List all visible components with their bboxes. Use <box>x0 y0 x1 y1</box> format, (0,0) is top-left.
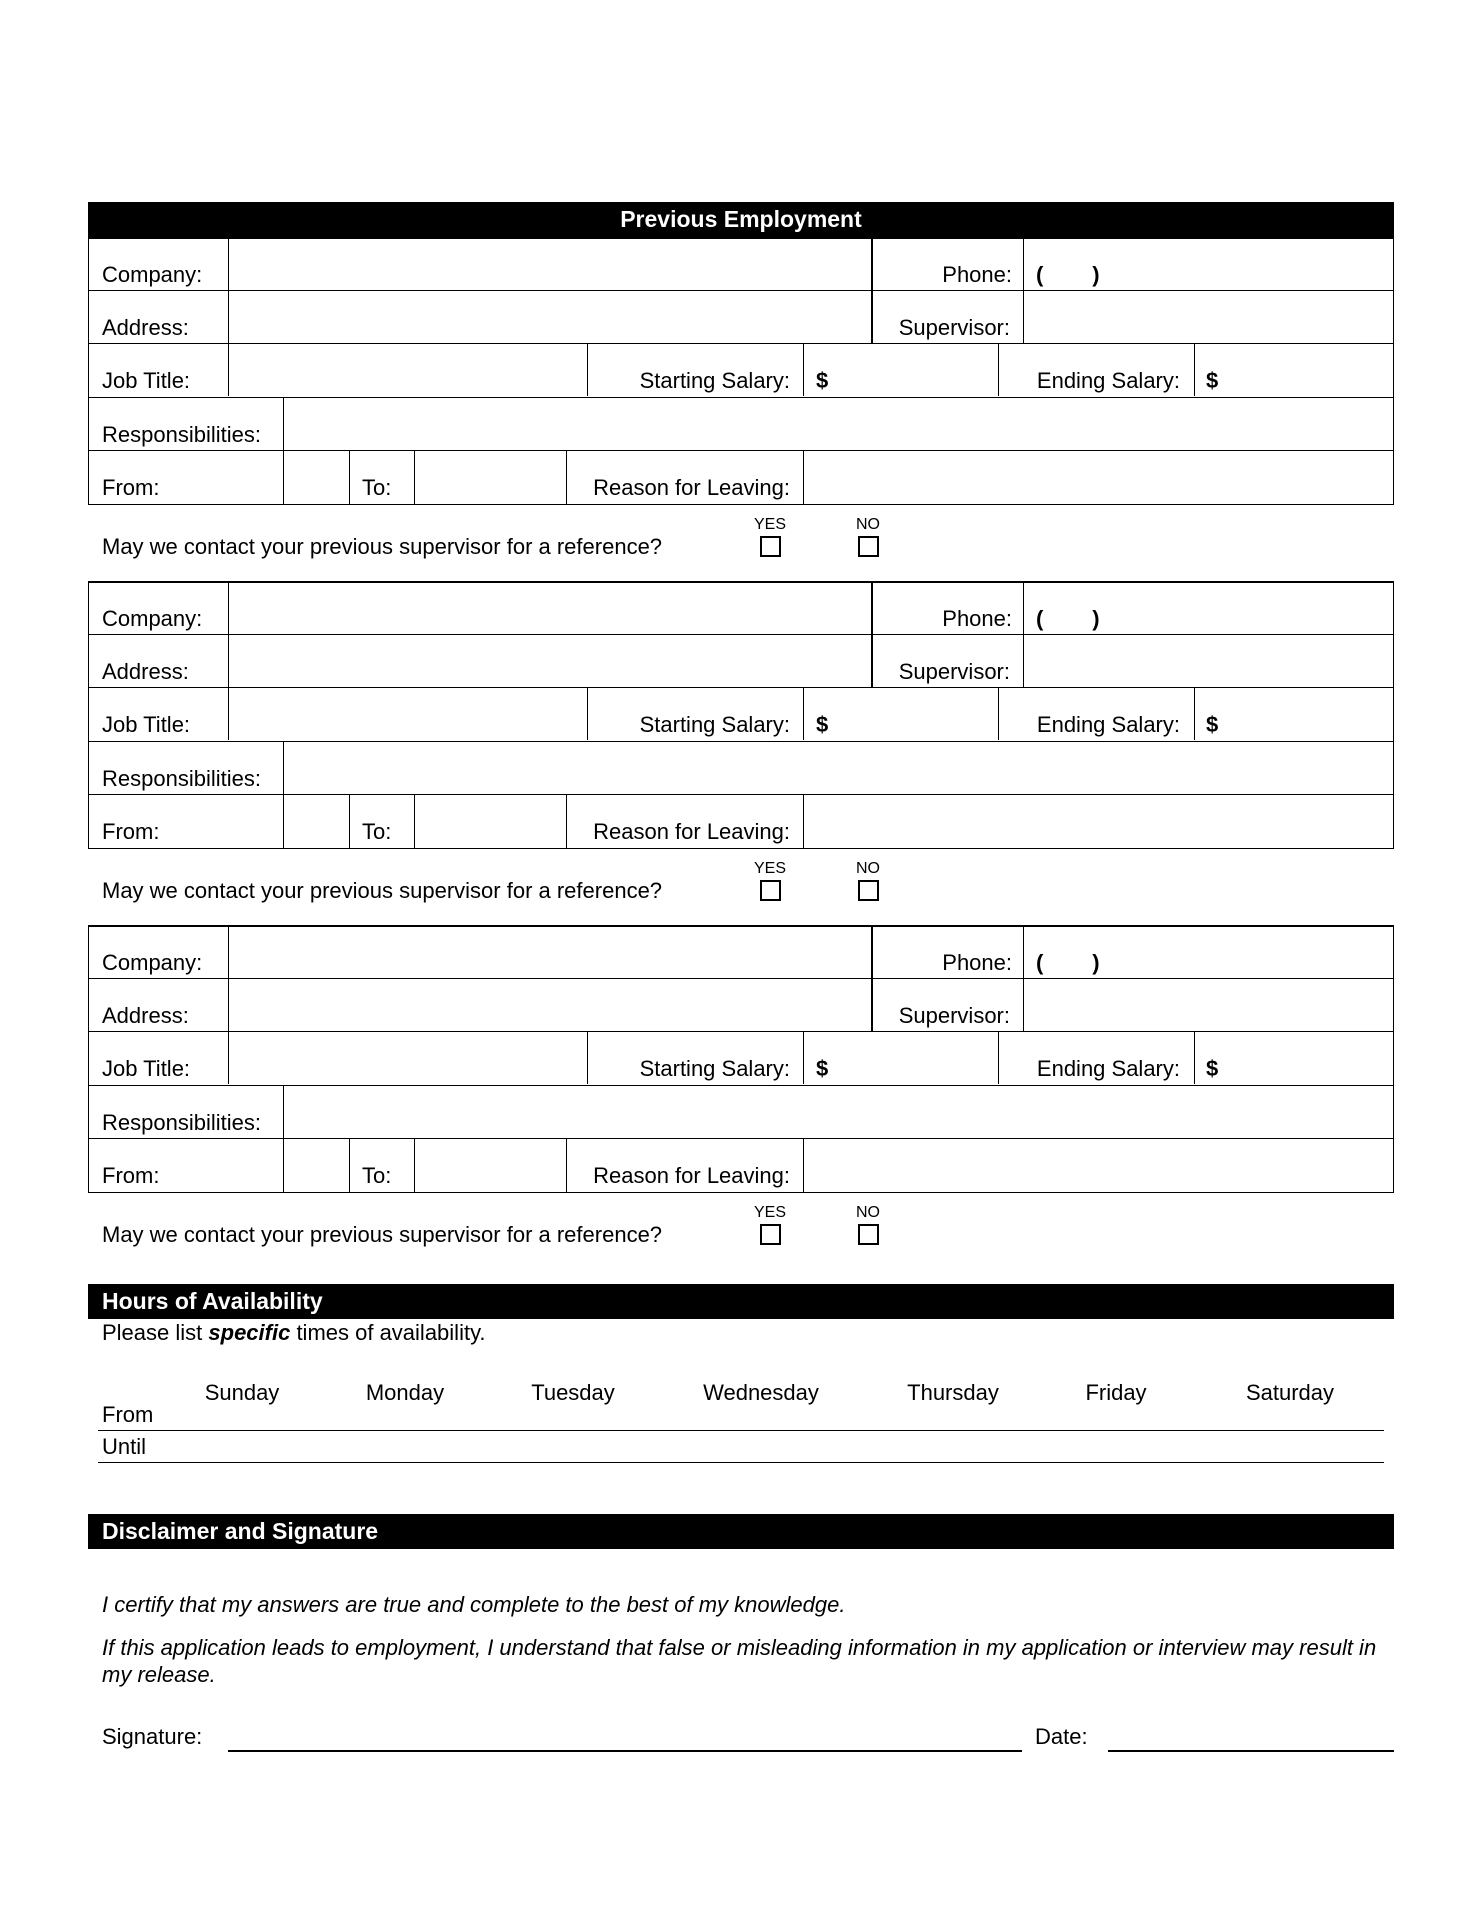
emp1-divider <box>566 450 567 504</box>
emp2-divider <box>228 687 229 740</box>
availability-from-line[interactable] <box>98 1430 1384 1431</box>
emp1-ending-salary-label: Ending Salary: <box>1036 368 1180 393</box>
emp3-divider <box>349 1138 350 1192</box>
emp3-responsibilities-label: Responsibilities: <box>102 1110 261 1135</box>
emp3-supervisor-field[interactable] <box>1025 980 1391 1030</box>
emp3-left-border <box>88 925 89 1192</box>
emp2-no-checkbox[interactable] <box>858 880 879 901</box>
emp2-job-title-label: Job Title: <box>102 712 191 737</box>
emp1-divider <box>414 450 415 504</box>
emp1-supervisor-field[interactable] <box>1025 292 1391 342</box>
emp3-no-label: NO <box>856 1204 880 1221</box>
date-label: Date: <box>1035 1724 1088 1749</box>
emp1-ending-salary-field[interactable]: $ <box>1206 368 1219 393</box>
emp3-responsibilities-field[interactable] <box>285 1087 1391 1137</box>
emp1-divider <box>228 343 229 396</box>
emp3-divider <box>228 925 229 1031</box>
hours-availability-header: Hours of Availability <box>88 1284 1394 1319</box>
emp1-row-line <box>88 290 1394 291</box>
emp3-to-label: To: <box>362 1163 392 1188</box>
emp1-company-label: Company: <box>102 262 203 287</box>
emp1-phone-field[interactable]: ( ) <box>1036 262 1100 287</box>
emp1-from-field[interactable] <box>285 452 348 502</box>
emp3-address-label: Address: <box>102 1003 189 1028</box>
emp3-ending-salary-label: Ending Salary: <box>1036 1056 1180 1081</box>
emp2-divider <box>1194 687 1195 740</box>
emp2-divider <box>566 794 567 848</box>
emp1-contact-question: May we contact your previous supervisor for a reference? <box>102 534 663 559</box>
emp2-phone-field[interactable]: ( ) <box>1036 606 1100 631</box>
emp3-divider <box>228 1031 229 1084</box>
emp3-divider <box>1023 925 1024 1031</box>
emp3-row-line <box>88 1031 1394 1032</box>
emp3-company-label: Company: <box>102 950 203 975</box>
day-wednesday: Wednesday <box>703 1380 819 1405</box>
day-thursday: Thursday <box>907 1380 999 1405</box>
emp1-divider <box>1023 237 1024 343</box>
emp2-responsibilities-label: Responsibilities: <box>102 766 261 791</box>
emp1-yes-label: YES <box>754 516 787 533</box>
emp2-divider <box>414 794 415 848</box>
emp3-phone-field[interactable]: ( ) <box>1036 950 1100 975</box>
emp1-divider <box>228 237 229 343</box>
emp3-row-line <box>88 1192 1394 1193</box>
emp2-divider <box>803 794 804 848</box>
emp1-divider <box>349 450 350 504</box>
emp2-row-line <box>88 634 1394 635</box>
emp2-divider <box>998 687 999 740</box>
emp1-divider <box>283 397 284 504</box>
emp3-reason-label: Reason for Leaving: <box>593 1163 790 1188</box>
emp1-right-border <box>1393 237 1394 504</box>
emp2-starting-salary-label: Starting Salary: <box>639 712 790 737</box>
emp2-address-field[interactable] <box>230 636 870 686</box>
emp3-yes-label: YES <box>754 1204 787 1221</box>
emp3-from-field[interactable] <box>285 1140 348 1190</box>
emp2-row-line <box>88 687 1394 688</box>
emp3-supervisor-label: Supervisor: <box>898 1003 1010 1028</box>
emp2-to-field[interactable] <box>416 796 565 846</box>
emp2-supervisor-field[interactable] <box>1025 636 1391 686</box>
emp2-company-label: Company: <box>102 606 203 631</box>
emp3-divider <box>998 1031 999 1084</box>
emp3-contact-question: May we contact your previous supervisor for a reference? <box>102 1222 663 1247</box>
disclaimer-line-1: I certify that my answers are true and complete to the best of my knowledge. <box>102 1592 846 1617</box>
emp1-no-checkbox[interactable] <box>858 536 879 557</box>
emp3-divider <box>283 1085 284 1192</box>
disclaimer-line-2: If this application leads to employment, I understand that false or misleading information in my application or interview may result in my release. <box>102 1635 1377 1687</box>
emp3-to-field[interactable] <box>416 1140 565 1190</box>
emp1-to-field[interactable] <box>416 452 565 502</box>
emp3-ending-salary-field[interactable]: $ <box>1206 1056 1219 1081</box>
signature-line[interactable] <box>228 1750 1022 1752</box>
emp1-starting-salary-field[interactable]: $ <box>816 368 829 393</box>
emp3-divider <box>803 1138 804 1192</box>
emp2-address-label: Address: <box>102 659 189 684</box>
emp3-from-label: From: <box>102 1163 160 1188</box>
emp1-divider <box>803 343 804 396</box>
emp3-divider <box>871 925 873 1031</box>
emp1-divider <box>587 343 588 396</box>
emp1-row-line <box>88 504 1394 505</box>
emp1-address-field[interactable] <box>230 292 870 342</box>
emp2-company-field[interactable] <box>230 583 870 633</box>
emp3-job-title-label: Job Title: <box>102 1056 191 1081</box>
emp1-reason-label: Reason for Leaving: <box>593 475 790 500</box>
emp2-ending-salary-label: Ending Salary: <box>1036 712 1180 737</box>
day-sunday: Sunday <box>204 1380 280 1405</box>
emp2-left-border <box>88 581 89 848</box>
previous-employment-header: Previous Employment <box>88 202 1394 237</box>
emp2-from-label: From: <box>102 819 160 844</box>
day-tuesday: Tuesday <box>531 1380 615 1405</box>
emp2-supervisor-label: Supervisor: <box>898 659 1010 684</box>
emp3-divider <box>587 1031 588 1084</box>
availability-until-label: Until <box>102 1434 147 1459</box>
emp3-job-title-field[interactable] <box>230 1033 586 1083</box>
emp3-right-border <box>1393 925 1394 1192</box>
emp3-divider <box>414 1138 415 1192</box>
emp2-from-field[interactable] <box>285 796 348 846</box>
emp1-no-label: NO <box>856 516 880 533</box>
emp2-starting-salary-field[interactable]: $ <box>816 712 829 737</box>
emp2-row-line <box>88 848 1394 849</box>
emp2-divider <box>803 687 804 740</box>
availability-until-line[interactable] <box>98 1462 1384 1463</box>
emp1-divider <box>803 450 804 504</box>
emp3-no-checkbox[interactable] <box>858 1224 879 1245</box>
emp3-divider <box>566 1138 567 1192</box>
emp2-no-label: NO <box>856 860 880 877</box>
emp2-divider <box>871 581 873 687</box>
emp1-job-title-field[interactable] <box>230 345 586 395</box>
disclaimer-header: Disclaimer and Signature <box>88 1514 1394 1549</box>
emp2-responsibilities-field[interactable] <box>285 743 1391 793</box>
emp1-company-field[interactable] <box>230 239 870 289</box>
emp1-address-label: Address: <box>102 315 189 340</box>
emp2-divider <box>283 741 284 848</box>
emp3-company-field[interactable] <box>230 927 870 977</box>
day-friday: Friday <box>1085 1380 1147 1405</box>
emp3-starting-salary-label: Starting Salary: <box>639 1056 790 1081</box>
emp3-address-field[interactable] <box>230 980 870 1030</box>
emp3-phone-label: Phone: <box>942 950 1012 975</box>
emp1-reason-field[interactable] <box>805 452 1391 502</box>
emp1-left-border <box>88 237 89 504</box>
day-saturday: Saturday <box>1245 1380 1335 1405</box>
emp1-to-label: To: <box>362 475 392 500</box>
emp2-to-label: To: <box>362 819 392 844</box>
emp2-job-title-field[interactable] <box>230 689 586 739</box>
availability-instruction: Please list specific times of availability. <box>102 1320 486 1345</box>
emp2-phone-label: Phone: <box>942 606 1012 631</box>
emp2-yes-checkbox[interactable] <box>760 880 781 901</box>
emp3-starting-salary-field[interactable]: $ <box>816 1056 829 1081</box>
emp1-supervisor-label: Supervisor: <box>898 315 1010 340</box>
emp1-yes-checkbox[interactable] <box>760 536 781 557</box>
emp2-ending-salary-field[interactable]: $ <box>1206 712 1219 737</box>
emp1-job-title-label: Job Title: <box>102 368 191 393</box>
availability-from-label: From <box>102 1402 154 1427</box>
emp2-yes-label: YES <box>754 860 787 877</box>
emp1-row-line <box>88 343 1394 344</box>
emp1-divider <box>998 343 999 396</box>
date-line[interactable] <box>1108 1750 1394 1752</box>
emp1-starting-salary-label: Starting Salary: <box>639 368 790 393</box>
emp3-divider <box>803 1031 804 1084</box>
emp2-divider <box>1023 581 1024 687</box>
emp2-divider <box>349 794 350 848</box>
emp3-row-line <box>88 978 1394 979</box>
emp2-contact-question: May we contact your previous supervisor for a reference? <box>102 878 663 903</box>
emp3-divider <box>1194 1031 1195 1084</box>
emp1-responsibilities-field[interactable] <box>285 399 1391 449</box>
emp1-responsibilities-label: Responsibilities: <box>102 422 261 447</box>
emp1-from-label: From: <box>102 475 160 500</box>
emp2-reason-label: Reason for Leaving: <box>593 819 790 844</box>
emp2-right-border <box>1393 581 1394 848</box>
emp2-divider <box>228 581 229 687</box>
day-monday: Monday <box>365 1380 445 1405</box>
emp2-divider <box>587 687 588 740</box>
emp2-reason-field[interactable] <box>805 796 1391 846</box>
emp1-divider <box>871 237 873 343</box>
emp3-reason-field[interactable] <box>805 1140 1391 1190</box>
signature-label: Signature: <box>102 1724 203 1749</box>
emp3-yes-checkbox[interactable] <box>760 1224 781 1245</box>
emp1-divider <box>1194 343 1195 396</box>
emp1-phone-label: Phone: <box>942 262 1012 287</box>
